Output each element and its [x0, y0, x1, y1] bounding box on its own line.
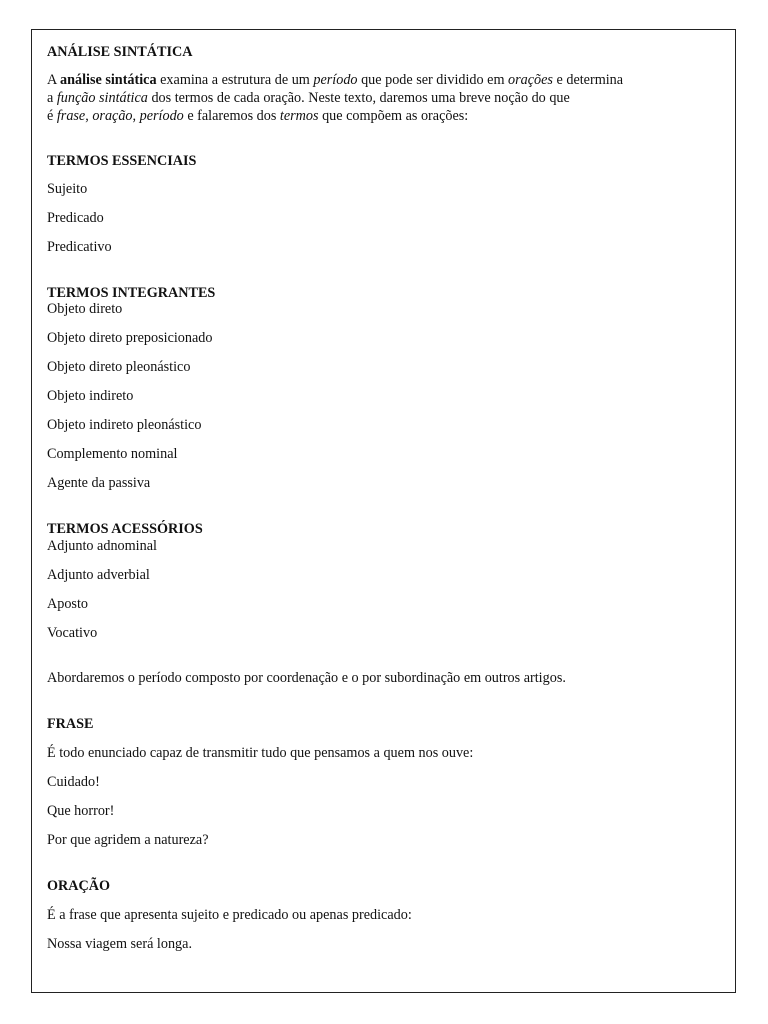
- list-item: Predicativo: [47, 239, 112, 255]
- list-item: Agente da passiva: [47, 475, 151, 491]
- example-item: Que horror!: [47, 803, 115, 819]
- example-item: Cuidado!: [47, 774, 100, 790]
- section-heading-essenciais: TERMOS ESSENCIAIS: [47, 153, 197, 169]
- list-item: Objeto indireto: [47, 388, 134, 404]
- list-item: Adjunto adverbial: [47, 567, 150, 583]
- note-paragraph: Abordaremos o período composto por coordenação e o por subordinação em outros artigos.: [47, 670, 566, 686]
- section-heading-acessorios: TERMOS ACESSÓRIOS: [47, 521, 203, 537]
- list-item: Predicado: [47, 210, 104, 226]
- intro-line-1: A análise sintática examina a estrutura de um período que pode ser dividido em orações e determina: [47, 72, 624, 88]
- section-heading-oracao: ORAÇÃO: [47, 878, 111, 894]
- list-item: Sujeito: [47, 181, 88, 197]
- definition-frase: É todo enunciado capaz de transmitir tudo que pensamos a quem nos ouve:: [47, 745, 474, 761]
- list-item: Adjunto adnominal: [47, 538, 157, 554]
- list-item: Objeto direto preposicionado: [47, 330, 213, 346]
- document-title: ANÁLISE SINTÁTICA: [47, 44, 193, 60]
- example-item: Nossa viagem será longa.: [47, 936, 192, 952]
- list-item: Aposto: [47, 596, 88, 612]
- list-item: Objeto direto: [47, 301, 123, 317]
- definition-oracao: É a frase que apresenta sujeito e predicado ou apenas predicado:: [47, 907, 412, 923]
- list-item: Objeto direto pleonástico: [47, 359, 191, 375]
- example-item: Por que agridem a natureza?: [47, 832, 209, 848]
- list-item: Objeto indireto pleonástico: [47, 417, 202, 433]
- list-item: Vocativo: [47, 625, 98, 641]
- intro-line-3: é frase, oração, período e falaremos dos termos que compõem as orações:: [47, 108, 469, 124]
- section-heading-integrantes: TERMOS INTEGRANTES: [47, 285, 216, 301]
- section-heading-frase: FRASE: [47, 716, 94, 732]
- intro-line-2: a função sintática dos termos de cada oração. Neste texto, daremos uma breve noção do que: [47, 90, 570, 106]
- list-item: Complemento nominal: [47, 446, 178, 462]
